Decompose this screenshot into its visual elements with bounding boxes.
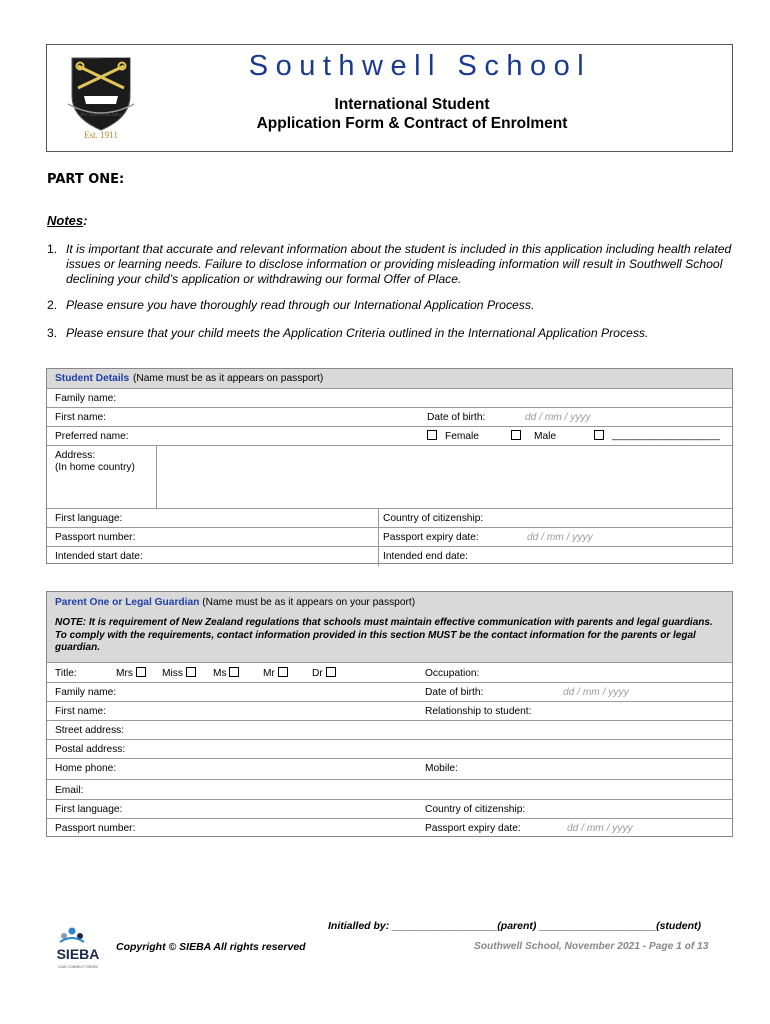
svg-text:LINK CONNECT GROW: LINK CONNECT GROW: [58, 965, 98, 969]
email-label: Email:: [55, 785, 84, 796]
title-ms-option[interactable]: Ms: [213, 667, 239, 679]
dob-label: Date of birth:: [427, 412, 486, 423]
female-label: Female: [445, 431, 479, 442]
parent-passport-row[interactable]: [47, 818, 732, 837]
parent-dob-input[interactable]: dd / mm / yyyy: [563, 687, 629, 698]
female-checkbox[interactable]: [427, 430, 437, 442]
passport-row[interactable]: [47, 527, 732, 546]
dob-input[interactable]: dd / mm / yyyy: [525, 412, 591, 423]
occupation-label: Occupation:: [425, 668, 480, 679]
first-name-row[interactable]: [47, 407, 732, 426]
parent-first-name-row[interactable]: [47, 701, 732, 720]
address-label: Address:: [55, 450, 96, 461]
language-row[interactable]: [47, 508, 732, 527]
parent-header-block: [47, 592, 732, 662]
address-divider: [156, 446, 157, 509]
postal-address-label: Postal address:: [55, 744, 126, 755]
parent-section-title: Parent One or Legal Guardian: [55, 597, 200, 608]
title-row[interactable]: [47, 662, 732, 682]
parent-language-row[interactable]: [47, 799, 732, 818]
citizenship-label: Country of citizenship:: [383, 513, 484, 524]
notes-heading: Notes:: [47, 213, 88, 228]
svg-text:Est. 1911: Est. 1911: [84, 130, 118, 140]
passport-number-label: Passport number:: [55, 532, 136, 543]
parent-family-name-row[interactable]: [47, 682, 732, 701]
copyright-text: Copyright © SIEBA All rights reserved: [116, 941, 306, 953]
preferred-name-label: Preferred name:: [55, 431, 129, 442]
parent-section-note: (Name must be as it appears on your passport): [202, 597, 416, 608]
page-info: Southwell School, November 2021 - Page 1 of 13: [474, 941, 709, 952]
student-header-row: [47, 369, 732, 388]
mobile-label: Mobile:: [425, 763, 458, 774]
parent-first-language-label: First language:: [55, 804, 123, 815]
parent-citizenship-label: Country of citizenship:: [425, 804, 526, 815]
note-item: 2. Please ensure you have thoroughly read through our International Application Process.: [47, 298, 535, 312]
preferred-name-row[interactable]: [47, 426, 732, 445]
postal-address-row[interactable]: [47, 739, 732, 758]
parent-details-table: [46, 591, 733, 837]
sieba-logo: [50, 926, 106, 978]
school-crest-logo: [64, 52, 138, 144]
first-language-label: First language:: [55, 513, 123, 524]
title-mrs-option[interactable]: Mrs: [116, 667, 146, 679]
note-item: 1. It is important that accurate and relevant information about the student is included in this application including health related issues or learning needs. Failure to disclose information or providing misleading information will result in Southwell School declining your child’s application or withdrawing our formal Offer of Place.: [47, 242, 732, 286]
form-subtitle-line1: International Student: [334, 96, 490, 113]
first-name-label: First name:: [55, 412, 106, 423]
parent-passport-expiry-input[interactable]: dd / mm / yyyy: [567, 823, 633, 834]
start-date-label: Intended start date:: [55, 551, 143, 562]
student-section-title: Student Details: [55, 373, 130, 384]
student-section-note: (Name must be as it appears on passport): [133, 373, 324, 384]
form-subtitle-line2: Application Form & Contract of Enrolment: [256, 115, 568, 132]
parent-family-name-label: Family name:: [55, 687, 117, 698]
dates-row[interactable]: [47, 546, 732, 565]
street-address-row[interactable]: [47, 720, 732, 739]
initialled-by-line: Initialled by: __________________(parent) ____________________(student): [328, 920, 701, 932]
other-gender-field[interactable]: ___________________: [612, 430, 720, 441]
svg-text:SIEBA: SIEBA: [56, 946, 100, 962]
svg-text:Per Aspera Ad Astra: Per Aspera Ad Astra: [80, 113, 122, 118]
other-gender-checkbox[interactable]: [594, 430, 604, 442]
passport-expiry-label: Passport expiry date:: [383, 532, 479, 543]
phone-row[interactable]: [47, 758, 732, 779]
part-label: PART ONE:: [47, 172, 125, 187]
parent-passport-number-label: Passport number:: [55, 823, 136, 834]
parent-passport-expiry-label: Passport expiry date:: [425, 823, 521, 834]
passport-expiry-input[interactable]: dd / mm / yyyy: [527, 532, 593, 543]
note-item: 3. Please ensure that your child meets the Application Criteria outlined in the International Application Process.: [47, 326, 649, 340]
family-name-row[interactable]: [47, 388, 732, 407]
male-label: Male: [534, 431, 557, 442]
parent-first-name-label: First name:: [55, 706, 106, 717]
relationship-label: Relationship to student:: [425, 706, 532, 717]
address-note: (In home country): [55, 462, 135, 473]
parent-regulation-note: NOTE: It is requirement of New Zealand regulations that schools must maintain effective communication with parents and legal guardians. To comply with the requirements, contact information provided in this section MUST be the contact information for the parents or legal guardian.: [55, 617, 713, 653]
male-checkbox[interactable]: [511, 430, 521, 442]
street-address-label: Street address:: [55, 725, 125, 736]
title-dr-option[interactable]: Dr: [312, 667, 336, 679]
school-name: Southwell School: [248, 50, 592, 82]
email-row[interactable]: [47, 779, 732, 799]
title-label: Title:: [55, 668, 77, 679]
end-date-label: Intended end date:: [383, 551, 468, 562]
student-details-table: [46, 368, 733, 564]
family-name-label: Family name:: [55, 393, 117, 404]
address-row[interactable]: [47, 445, 732, 508]
home-phone-label: Home phone:: [55, 763, 117, 774]
title-miss-option[interactable]: Miss: [162, 667, 196, 679]
parent-dob-label: Date of birth:: [425, 687, 484, 698]
title-mr-option[interactable]: Mr: [263, 667, 288, 679]
